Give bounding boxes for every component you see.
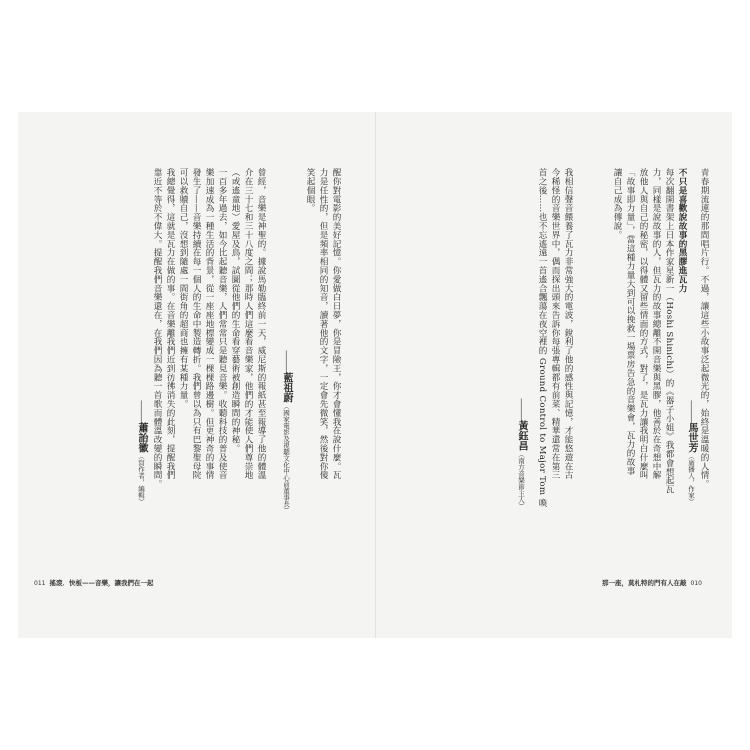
signature: ———蕭詒徽（寫作者，編輯） xyxy=(136,400,147,505)
text-column: 發生了——音樂持續在每一個人的生命中製造轉折。我們曾以為只有巴黎聖母院 xyxy=(191,168,201,480)
page-footer xyxy=(34,578,157,587)
author-name: 馬世芳 xyxy=(686,422,697,453)
page-footer xyxy=(598,578,702,587)
signature: ———黃鈺昌（南方音樂節主人） xyxy=(516,398,527,510)
text-column: 今稀怪的音樂世界中，偶而探出頭來告訴你每張專輯都有前菜、精華還常在第三 xyxy=(550,168,560,480)
page-gutter xyxy=(375,112,376,638)
text-column: 「故事即力量」，當這種力量大到可以挽救一場票房告急的音樂會，瓦力的故事 xyxy=(625,168,635,476)
text-column: 每次翻開書架上日本作家星新一（Hoshi Shinichi）的《器子小姐》我都會想起瓦 xyxy=(664,168,674,494)
text-column: 曾經，音樂是神聖的。據說馬勒臨終前一天，威尼斯的報紙甚至報導了他的體溫 xyxy=(256,168,266,480)
signature: ———馬世芳（廣播人，作家） xyxy=(686,400,697,505)
text-column: 一百多年過去，如今比起聽音樂，人們常常只是聽見音樂。收聽科技的普及使音 xyxy=(217,168,227,480)
author-role: （南方音樂節主人） xyxy=(517,450,525,510)
author-role: （國家電影及視聽文化中心前董事長） xyxy=(282,402,290,514)
text-column: 可以救贖自己，沒想到隨處一間街角的超商也擁有某種力量。 xyxy=(178,168,188,409)
text-column: 介在三十七和三十八度之間；那時人們這麼看音樂家，他們的才能使人們尊崇地 xyxy=(243,168,253,480)
text-column: （或遙童地）愛屋及鳥，試圖從他們的生命看穿藝術被創造瞬間的神秘。 xyxy=(230,168,240,453)
text-column: 首之後……也不忘遙遠一首遙合飄蕩在夜空裡的 Ground Control to Major Tom 喚 xyxy=(537,168,547,508)
text-column: 笑起個眼。 xyxy=(305,168,315,213)
page-number: 011 xyxy=(34,580,46,587)
text-column: 青春期流連的那間唱片行。不過，讓這些小故事泛起微光的，始終是溫暖的人情。 xyxy=(699,168,709,489)
author-name: 黃鈺昌 xyxy=(516,420,527,451)
text-column: 靠近不等於不偉大。提醒我們音樂還在，在我們因為聽一首歌而體溫改變的瞬間。 xyxy=(152,168,162,489)
author-name: 藍祖蔚 xyxy=(281,372,292,403)
author-role: （廣播人，作家） xyxy=(687,452,695,505)
text-column: 力，同樣是說故事的人，但瓦力的故事總離不開音樂與黑膠，他善於在奇想中解 xyxy=(651,168,661,480)
section-heading: 不只是喜歡說故事的黑膠進瓦力 xyxy=(677,168,687,293)
author-role: （寫作者，編輯） xyxy=(137,452,145,505)
text-column: 我相信聲音餵養了瓦力非常強大的電波，銳利了他的感性與記憶，才能悠遊在古 xyxy=(563,168,573,480)
running-title: 那一座，莫札特的門有人在敲 xyxy=(602,579,687,587)
running-title: 搖滾．快板——音樂，讓我們在一起 xyxy=(49,579,154,587)
text-column: 醒你對電影的美好記憶。你愛做白日夢，你是冒險王，你才會懂我在說什麼。瓦 xyxy=(331,168,341,480)
text-column: 讓自己成為傳說。 xyxy=(612,168,622,240)
text-column: 力是任性的，但是頻率相同的知音，讀著他的文字，一定會先微笑，然後對你傻 xyxy=(318,168,328,480)
text-column: 放他人與自己的秘密，以得體又留些情面的方式，對了，是瓦力讓我明白什麼叫 xyxy=(638,168,648,480)
text-column: 樂加速成為一種生活的背景，從一座座地標變成一棵棵路邊樹。但更神奇的事情 xyxy=(204,168,214,480)
page-number: 010 xyxy=(690,580,702,587)
text-column: 我總覺得，這就是瓦力在做的事。在音樂離我們近到彷彿消失的此刻，提醒我們 xyxy=(165,168,175,480)
author-name: 蕭詒徽 xyxy=(136,422,147,453)
signature: ———藍祖蔚（國家電影及視聽文化中心前董事長） xyxy=(281,350,292,514)
